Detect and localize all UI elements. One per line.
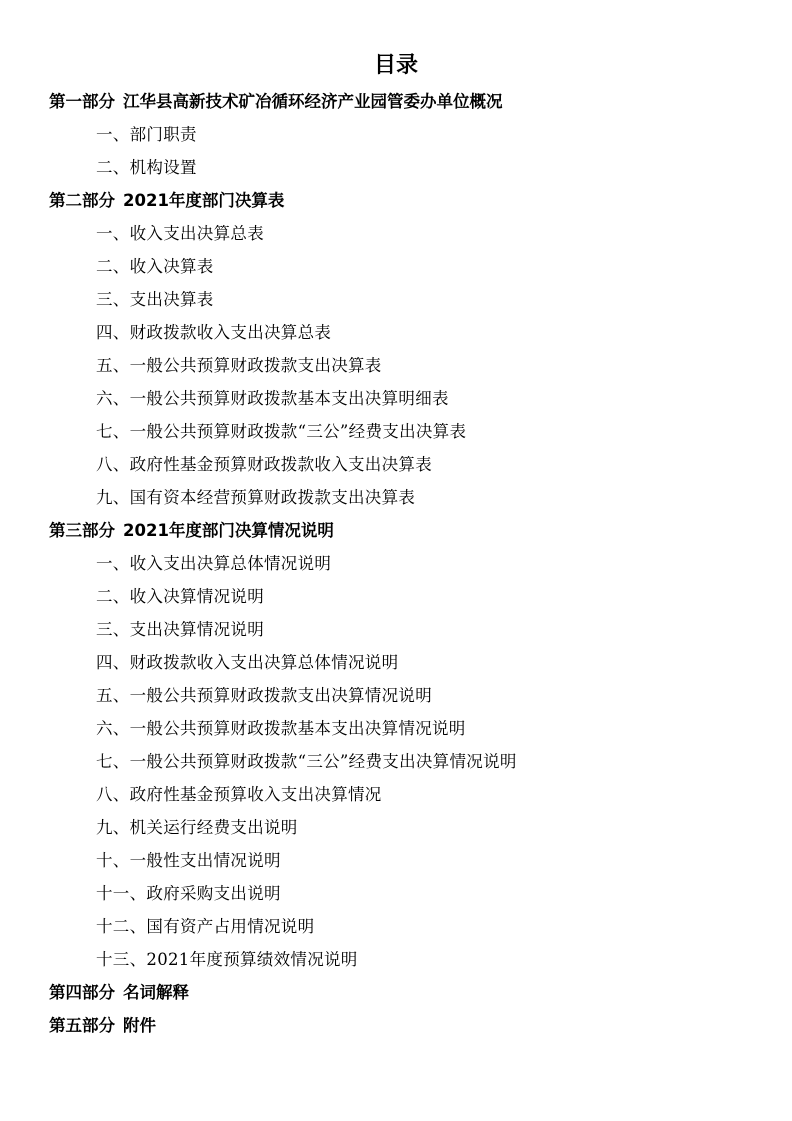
toc-item: 六、一般公共预算财政拨款基本支出决算情况说明	[96, 719, 466, 738]
toc-item: 三、支出决算情况说明	[96, 620, 264, 639]
toc-part-heading	[0, 1009, 156, 1042]
toc-item: 九、国有资本经营预算财政拨款支出决算表	[96, 488, 416, 507]
toc-item: 四、财政拨款收入支出决算总表	[96, 323, 332, 342]
toc-item: 十一、政府采购支出说明	[96, 884, 281, 903]
part-label: 江华县高新技术矿冶循环经济产业园管委办单位概况	[123, 92, 503, 111]
toc-item: 十二、国有资产占用情况说明	[96, 917, 315, 936]
toc-part-heading	[0, 976, 189, 1009]
toc-item: 二、收入决算表	[96, 257, 214, 276]
toc-item: 七、一般公共预算财政拨款“三公”经费支出决算情况说明	[96, 752, 517, 771]
toc-item: 二、机构设置	[96, 158, 197, 177]
toc-item: 一、收入支出决算总表	[96, 224, 264, 243]
toc-item: 十三、2021年度预算绩效情况说明	[96, 950, 358, 969]
toc-item: 九、机关运行经费支出说明	[96, 818, 298, 837]
toc-item: 十、一般性支出情况说明	[96, 851, 281, 870]
part-label: 2021年度部门决算表	[123, 191, 285, 210]
toc-part-heading	[0, 85, 503, 118]
part-label: 附件	[123, 1016, 156, 1035]
part-number: 第五部分	[49, 1016, 115, 1035]
toc-part-heading	[0, 184, 284, 217]
toc-item: 二、收入决算情况说明	[96, 587, 264, 606]
toc-item: 四、财政拨款收入支出决算总体情况说明	[96, 653, 399, 672]
toc-item: 八、政府性基金预算收入支出决算情况	[96, 785, 382, 804]
part-number: 第四部分	[49, 983, 115, 1002]
toc-part-heading	[0, 514, 334, 547]
toc-item: 五、一般公共预算财政拨款支出决算表	[96, 356, 382, 375]
document-title: 目录	[373, 53, 418, 78]
toc-item: 六、一般公共预算财政拨款基本支出决算明细表	[96, 389, 449, 408]
part-number: 第一部分	[49, 92, 115, 111]
toc-item: 三、支出决算表	[96, 290, 214, 309]
part-number: 第三部分	[49, 521, 115, 540]
part-label: 名词解释	[123, 983, 189, 1002]
toc-item: 七、一般公共预算财政拨款“三公”经费支出决算表	[96, 422, 467, 441]
toc-item: 五、一般公共预算财政拨款支出决算情况说明	[96, 686, 432, 705]
toc-item: 一、收入支出决算总体情况说明	[96, 554, 332, 573]
part-number: 第二部分	[49, 191, 115, 210]
part-label: 2021年度部门决算情况说明	[123, 521, 334, 540]
toc-item: 一、部门职责	[96, 125, 197, 144]
toc-item: 八、政府性基金预算财政拨款收入支出决算表	[96, 455, 432, 474]
